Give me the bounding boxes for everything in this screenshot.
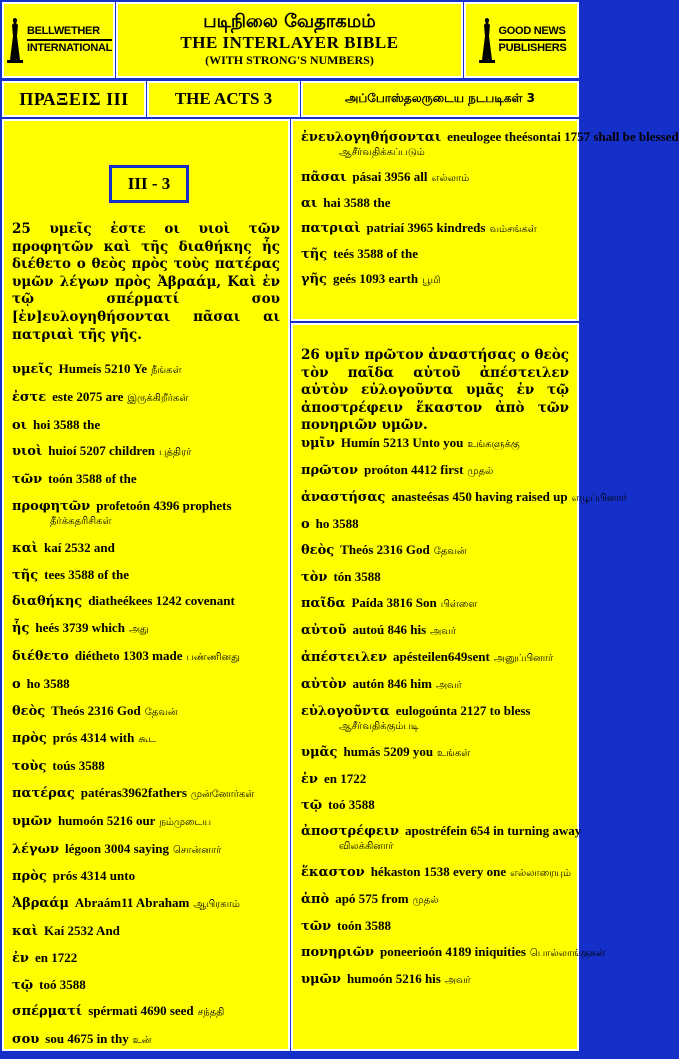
word-entry xyxy=(301,864,571,881)
transliteration-gloss: huioí 5207 children xyxy=(48,443,155,459)
transliteration-gloss: geés 1093 earth xyxy=(332,271,419,286)
tamil-gloss: ஆசீர்வதிக்கப்படும் xyxy=(339,147,425,158)
transliteration-gloss: légoon 3004 saying xyxy=(65,840,170,856)
word-entry xyxy=(12,730,282,747)
transliteration-gloss: poneerioón 4189 iniquities xyxy=(380,944,526,959)
transliteration-gloss: prós 4314 with xyxy=(52,730,135,746)
greek-word: υμᾶς xyxy=(301,745,338,760)
greek-word: εὐλογοῦντα xyxy=(301,704,390,719)
verse-26-text: 26 υμῖν πρῶτον ἀναστήσας ο θεὸς τὸν παῖδα αὐτοῦ ἀπέστειλεν αὐτὸν εὐλογοῦντα υμᾶς ἐν τῷ ἀποστρέφειν ἕκαστον ἀπὸ τῶν πονηριῶν υμῶν. xyxy=(301,347,569,434)
greek-word: πρῶτον xyxy=(301,463,358,478)
greek-word: τὸν xyxy=(301,570,328,585)
english-book-name: THE ACTS 3 xyxy=(147,81,300,117)
word-entry xyxy=(12,498,282,529)
word-entry xyxy=(301,516,571,532)
greek-word: γῆς xyxy=(301,272,327,287)
word-entry xyxy=(301,918,571,934)
word-entry xyxy=(12,758,282,774)
transliteration-gloss: Kaí 2532 And xyxy=(44,922,120,938)
greek-word: σπέρματί xyxy=(12,1004,83,1020)
greek-word: ἀναστήσας xyxy=(301,490,386,505)
greek-word: τῶν xyxy=(12,472,43,488)
transliteration-gloss: diétheto 1303 made xyxy=(74,647,183,663)
word-entry xyxy=(12,868,282,884)
greek-word: ἕκαστον xyxy=(301,865,365,880)
greek-word: υιοὶ xyxy=(12,444,43,460)
tamil-gloss: பூமி xyxy=(422,275,441,286)
greek-word: τῆς xyxy=(301,247,328,262)
transliteration-gloss: eulogoúnta 2127 to bless xyxy=(395,703,531,718)
greek-word: ἐστε xyxy=(12,389,47,405)
tamil-gloss: எழுப்பினார் xyxy=(571,493,627,504)
word-entry xyxy=(301,622,571,639)
word-entry xyxy=(12,813,282,830)
greek-word: τοὺς xyxy=(12,759,47,775)
transliteration-gloss: apésteilen649sent xyxy=(393,649,490,664)
greek-word: υμῶν xyxy=(12,813,52,829)
word-entry xyxy=(301,703,571,734)
transliteration-gloss: autón 846 him xyxy=(352,676,432,691)
word-entry xyxy=(301,271,569,288)
right-top-panel xyxy=(291,119,679,321)
transliteration-gloss: prós 4314 unto xyxy=(52,868,136,884)
good-news-logo xyxy=(464,2,579,78)
transliteration-gloss: humoón 5216 his xyxy=(346,971,441,986)
greek-word: ο xyxy=(12,676,21,692)
greek-word: παῖδα xyxy=(301,596,346,611)
word-entry xyxy=(301,169,569,186)
tamil-gloss: வம்சங்கள் xyxy=(489,224,537,235)
greek-word: πατριαὶ xyxy=(301,221,361,236)
transliteration-gloss: apostréfein 654 in turning away xyxy=(405,823,582,838)
word-list xyxy=(12,361,282,1059)
tamil-gloss: பண்ணினது xyxy=(186,651,240,663)
greek-word: οι xyxy=(12,417,27,433)
tamil-gloss: சொன்னார் xyxy=(173,844,222,856)
transliteration-gloss: Theós 2316 God xyxy=(51,702,141,718)
tamil-title: படிநிலை வேதாகமம் xyxy=(203,11,376,32)
transliteration-gloss: humás 5209 you xyxy=(343,744,434,759)
word-entry xyxy=(301,569,571,585)
word-entry xyxy=(12,361,282,378)
transliteration-gloss: humoón 5216 our xyxy=(57,812,156,828)
greek-word: ἐνευλογηθήσονται xyxy=(301,130,442,145)
transliteration-gloss: hékaston 1538 every one xyxy=(370,864,507,879)
tamil-gloss: எல்லாரையும் xyxy=(510,868,571,879)
transliteration-gloss: Humeís 5210 Ye xyxy=(58,361,148,376)
greek-word: λέγων xyxy=(12,841,59,857)
transliteration-gloss: profetoón 4396 prophets xyxy=(96,497,232,513)
greek-word: ο xyxy=(301,517,310,532)
tamil-gloss: அவர் xyxy=(444,975,471,986)
tamil-gloss: உங்களுக்கு xyxy=(467,439,520,450)
transliteration-gloss: Humín 5213 Unto you xyxy=(340,435,464,450)
verse-25-text: 25 υμεῖς ἐστε οι υιοὶ τῶν προφητῶν καὶ τῆς διαθήκης ἧς διέθετο ο θεὸς πρὸς τοὺς πατέρας υμῶν λέγων πρὸς Ἀβραάμ, Καὶ ἐν τῷ σπέρματί σου [ἐν]ευλογηθήσονται πᾶσαι αι πατριαὶ τῆς γῆς. xyxy=(12,221,280,343)
word-entry xyxy=(301,823,582,854)
word-entry xyxy=(12,841,282,858)
transliteration-gloss: sou 4675 in thy xyxy=(45,1031,129,1047)
transliteration-gloss: diatheékees 1242 covenant xyxy=(88,593,235,609)
word-entry xyxy=(12,593,282,609)
word-entry xyxy=(12,620,282,637)
tamil-book-name: அப்போஸ்தலருடைய நடபடிகள் 3 xyxy=(301,81,579,117)
tamil-gloss: அவர் xyxy=(430,626,457,637)
title-block xyxy=(116,2,463,78)
tamil-gloss: கூட xyxy=(138,734,157,746)
transliteration-gloss: eneulogee theésontai 1757 shall be blessed xyxy=(447,129,679,144)
word-entry xyxy=(12,895,282,912)
word-entry xyxy=(301,676,571,693)
tamil-gloss: தீர்க்கதரிசிகள் xyxy=(50,515,112,527)
transliteration-gloss: heés 3739 which xyxy=(35,620,125,636)
transliteration-gloss: toús 3588 xyxy=(52,758,105,774)
tamil-gloss: நம்முடைய xyxy=(159,816,212,828)
praying-figure-icon xyxy=(5,16,25,64)
word-entry xyxy=(301,744,571,761)
greek-word: προφητῶν xyxy=(12,498,91,514)
transliteration-gloss: ho 3588 xyxy=(315,516,359,531)
transliteration-gloss: ho 3588 xyxy=(26,675,70,691)
word-entry xyxy=(12,1003,282,1020)
greek-word: τῶν xyxy=(301,919,332,934)
logo-line: PUBLISHERS xyxy=(498,42,567,54)
tamil-gloss: பொல்லாங்குகள் xyxy=(529,948,606,959)
transliteration-gloss: pásai 3956 all xyxy=(352,169,428,184)
word-list xyxy=(301,435,627,998)
greek-word: πονηριῶν xyxy=(301,945,374,960)
logo-line: GOOD NEWS xyxy=(499,24,567,41)
greek-word: καὶ xyxy=(12,540,39,556)
logo-line: BELLWETHER xyxy=(27,24,112,41)
greek-word: ἐν xyxy=(12,950,29,966)
transliteration-gloss: toón 3588 xyxy=(337,918,391,933)
word-entry xyxy=(12,950,282,966)
transliteration-gloss: toó 3588 xyxy=(39,976,86,992)
word-list xyxy=(301,129,679,297)
right-bottom-panel xyxy=(291,323,627,1051)
transliteration-gloss: patriaí 3965 kindreds xyxy=(366,220,486,235)
transliteration-gloss: Abraám11 Abraham xyxy=(74,895,190,911)
tamil-gloss: தேவன் xyxy=(433,546,467,557)
tamil-gloss: புத்திரர் xyxy=(158,447,192,459)
chapter-label: III - 3 xyxy=(109,165,189,203)
greek-word: πᾶσαι xyxy=(301,170,347,185)
tamil-gloss: விலக்கினார் xyxy=(339,841,394,852)
greek-word: θεὸς xyxy=(12,703,46,719)
word-entry xyxy=(12,923,282,939)
transliteration-gloss: toón 3588 of the xyxy=(48,471,137,487)
tamil-gloss: முதல் xyxy=(467,466,494,477)
transliteration-gloss: tón 3588 xyxy=(333,569,381,584)
greek-word: πρὸς xyxy=(12,869,47,885)
greek-word: ἀπὸ xyxy=(301,892,330,907)
greek-word: θεὸς xyxy=(301,543,335,558)
transliteration-gloss: toó 3588 xyxy=(328,797,375,812)
bellwether-logo xyxy=(2,2,115,78)
word-entry xyxy=(301,489,627,506)
word-entry xyxy=(12,1031,282,1048)
tamil-gloss: நீங்கள் xyxy=(151,365,182,376)
greek-word: ἀπέστειλεν xyxy=(301,650,387,665)
greek-word: υμῶν xyxy=(301,972,341,987)
word-entry xyxy=(301,797,571,813)
greek-word: ἐν xyxy=(301,772,318,787)
transliteration-gloss: patéras3962fathers xyxy=(80,784,187,800)
transliteration-gloss: autoú 846 his xyxy=(352,622,427,637)
greek-word: υμεῖς xyxy=(12,362,53,377)
transliteration-gloss: en 1722 xyxy=(34,949,78,965)
page-subtitle: (WITH STRONG'S NUMBERS) xyxy=(205,53,374,67)
left-panel xyxy=(2,119,290,1051)
praying-figure-icon xyxy=(477,16,497,64)
word-entry xyxy=(12,703,282,720)
page-title: THE INTERLAYER BIBLE xyxy=(180,33,399,52)
greek-word: τῷ xyxy=(12,977,34,993)
word-entry xyxy=(12,540,282,556)
tamil-gloss: இருக்கிறீர்கள் xyxy=(127,392,189,404)
transliteration-gloss: hoi 3588 the xyxy=(32,416,101,432)
logo-line: INTERNATIONAL xyxy=(26,42,113,54)
word-entry xyxy=(301,220,569,237)
transliteration-gloss: tees 3588 of the xyxy=(44,566,129,582)
word-entry xyxy=(301,944,606,961)
word-entry xyxy=(301,891,571,908)
greek-word: ἀποστρέφειν xyxy=(301,824,400,839)
tamil-gloss: முன்னோர்கள் xyxy=(190,788,255,800)
tamil-gloss: தேவன் xyxy=(144,706,178,718)
greek-word: διαθήκης xyxy=(12,594,83,610)
word-entry xyxy=(301,246,569,262)
word-entry xyxy=(301,971,571,988)
tamil-gloss: அனுப்பினார் xyxy=(493,653,554,664)
tamil-gloss: சந்ததி xyxy=(197,1007,225,1019)
greek-word: ἧς xyxy=(12,621,30,637)
tamil-gloss: உன் xyxy=(132,1035,152,1047)
word-entry xyxy=(12,443,282,460)
transliteration-gloss: proóton 4412 first xyxy=(363,462,464,477)
transliteration-gloss: kaí 2532 and xyxy=(44,539,115,555)
greek-word: Ἀβραάμ xyxy=(12,896,69,912)
greek-word: πατέρας xyxy=(12,785,75,801)
word-entry xyxy=(301,195,569,211)
transliteration-gloss: en 1722 xyxy=(323,771,367,786)
tamil-gloss: அவர் xyxy=(435,680,462,691)
transliteration-gloss: hai 3588 the xyxy=(323,195,391,210)
word-entry xyxy=(12,648,282,665)
transliteration-gloss: este 2075 are xyxy=(52,388,124,404)
greek-word: καὶ xyxy=(12,923,39,939)
word-entry xyxy=(301,462,571,479)
word-entry xyxy=(12,977,282,993)
word-entry xyxy=(12,785,282,802)
word-entry xyxy=(12,389,282,406)
word-entry xyxy=(301,542,571,559)
tamil-gloss: அது xyxy=(128,624,149,636)
transliteration-gloss: Theós 2316 God xyxy=(340,542,430,557)
transliteration-gloss: Paída 3816 Son xyxy=(351,595,437,610)
transliteration-gloss: teés 3588 of the xyxy=(333,246,418,261)
greek-word: διέθετο xyxy=(12,648,69,664)
transliteration-gloss: apó 575 from xyxy=(335,891,409,906)
word-entry xyxy=(12,676,282,692)
greek-book-name: ΠΡΑΞΕΙΣ III xyxy=(2,81,146,117)
tamil-gloss: முதல் xyxy=(412,895,439,906)
word-entry xyxy=(301,649,571,666)
word-entry xyxy=(12,471,282,487)
tamil-gloss: எல்லாம் xyxy=(431,173,470,184)
transliteration-gloss: anasteésas 450 having raised up xyxy=(391,489,568,504)
word-entry xyxy=(301,435,571,452)
tamil-gloss: ஆபிரகாம் xyxy=(193,899,240,911)
greek-word: αὐτοῦ xyxy=(301,623,347,638)
greek-word: αὐτὸν xyxy=(301,677,347,692)
transliteration-gloss: spérmati 4690 seed xyxy=(88,1003,194,1019)
greek-word: υμῖν xyxy=(301,436,335,451)
greek-word: τῆς xyxy=(12,567,39,583)
greek-word: αι xyxy=(301,196,318,211)
greek-word: τῷ xyxy=(301,798,323,813)
greek-word: σου xyxy=(12,1032,40,1048)
word-entry xyxy=(12,417,282,433)
tamil-gloss: உங்கள் xyxy=(437,748,471,759)
word-entry xyxy=(12,567,282,583)
word-entry xyxy=(301,771,571,787)
word-entry xyxy=(301,129,679,160)
word-entry xyxy=(301,595,571,612)
tamil-gloss: பிள்ளை xyxy=(440,599,478,610)
greek-word: πρὸς xyxy=(12,731,47,747)
tamil-gloss: ஆசீர்வதிக்கும்படி xyxy=(339,721,419,732)
